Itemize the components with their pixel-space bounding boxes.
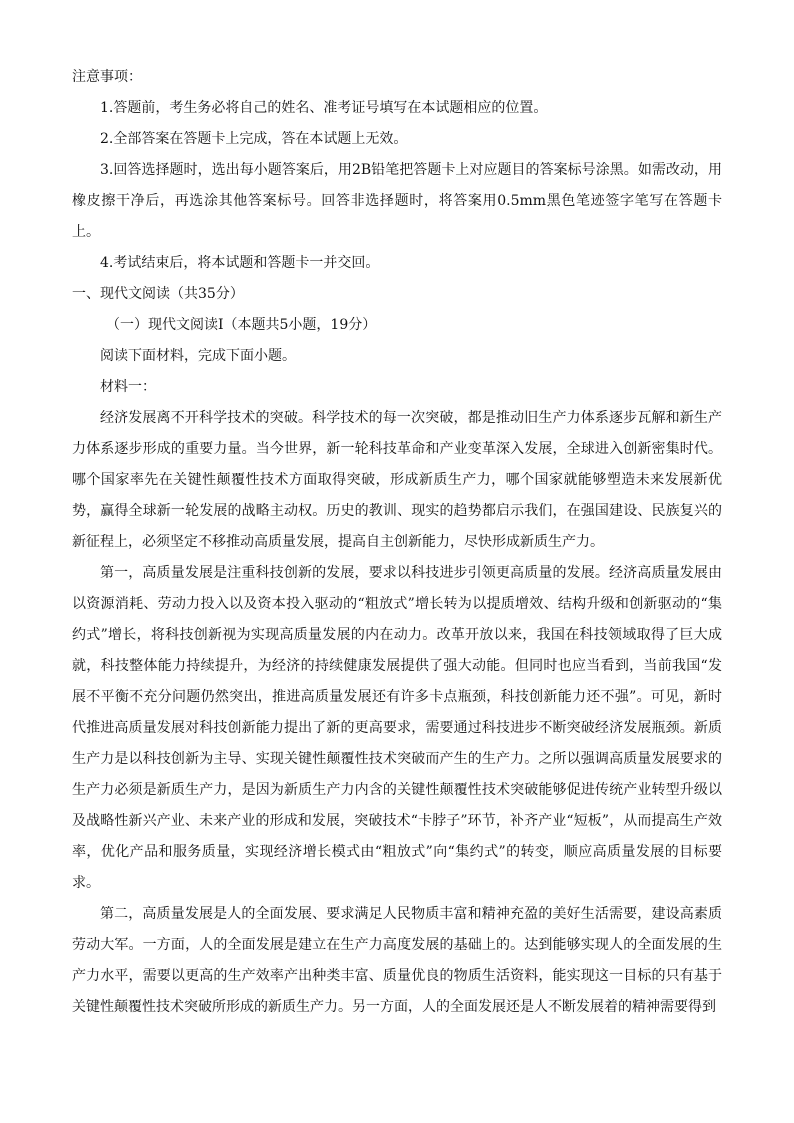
notice-item-2: 2.全部答案在答题卡上完成，答在本试题上无效。 [100, 131, 408, 147]
exam-page [72, 62, 722, 1023]
material-label: 材料一： [100, 379, 156, 395]
material-paragraph-3: 第二，高质量发展是人的全面发展、要求满足人民物质丰富和精神充盈的美好生活需要，建设高素质劳动大军。一方面，人的全面发展是建立在生产力高度发展的基础上的。达到能够实现人的全面发展的生产力水平，需要以更高的生产效率产出种类丰富、质量优良的物质生活资料，能实现这一目标的只有基于关键性颠覆性技术突破所形成的新质生产力。另一方面，人的全面发展还是人不断发展着的精神需要得到 [72, 906, 722, 1015]
section-title: 一、现代文阅读（共35分） [72, 286, 244, 302]
material-paragraph-1: 经济发展离不开科学技术的突破。科学技术的每一次突破，都是推动旧生产力体系逐步瓦解和新生产力体系逐步形成的重要力量。当今世界，新一轮科技革命和产业变革深入发展，全球进入创新密集时代。哪个国家率先在关键性颠覆性技术方面取得突破，形成新质生产力，哪个国家就能够塑造未来发展新优势，赢得全球新一轮发展的战略主动权。历史的教训、现实的趋势都启示我们，在强国建设、民族复兴的新征程上，必须坚定不移推动高质量发展，提高自主创新能力，尽快形成新质生产力。 [72, 410, 722, 550]
material-paragraph-2: 第一，高质量发展是注重科技创新的发展，要求以科技进步引领更高质量的发展。经济高质量发展由以资源消耗、劳动力投入以及资本投入驱动的“粗放式”增长转为以提质增效、结构升级和创新驱动的“集约式”增长，将科技创新视为实现高质量发展的内在动力。改革开放以来，我国在科技领域取得了巨大成就，科技整体能力持续提升，为经济的持续健康发展提供了强大动能。但同时也应当看到，当前我国“发展不平衡不充分问题仍然突出，推进高质量发展还有许多卡点瓶颈，科技创新能力还不强”。可见，新时代推进高质量发展对科技创新能力提出了新的更高要求，需要通过科技进步不断突破经济发展瓶颈。新质生产力是以科技创新为主导、实现关键性颠覆性技术突破而产生的生产力。之所以强调高质量发展要求的生产力必须是新质生产力，是因为新质生产力内含的关键性颠覆性技术突破能够促进传统产业转型升级以及战略性新兴产业、未来产业的形成和发展，突破技术“卡脖子”环节，补齐产业“短板”，从而提高生产效率，优化产品和服务质量，实现经济增长模式由“粗放式”向“集约式”的转变，顺应高质量发展的目标要求。 [72, 565, 722, 891]
notice-item-4: 4.考试结束后，将本试题和答题卡一并交回。 [100, 255, 380, 271]
notice-item-3: 3.回答选择题时，选出每小题答案后，用2B铅笔把答题卡上对应题目的答案标号涂黑。如需改动，用橡皮擦干净后，再选涂其他答案标号。回答非选择题时，将答案用0.5mm黑色笔迹签字笔写在答题卡上。 [72, 162, 722, 240]
notice-heading: 注意事项： [72, 69, 142, 85]
section-subtitle: （一）现代文阅读Ⅰ（本题共5小题，19分） [106, 317, 377, 333]
reading-instruction: 阅读下面材料，完成下面小题。 [100, 348, 296, 364]
notice-item-1: 1.答题前，考生务必将自己的姓名、准考证号填写在本试题相应的位置。 [100, 100, 548, 116]
